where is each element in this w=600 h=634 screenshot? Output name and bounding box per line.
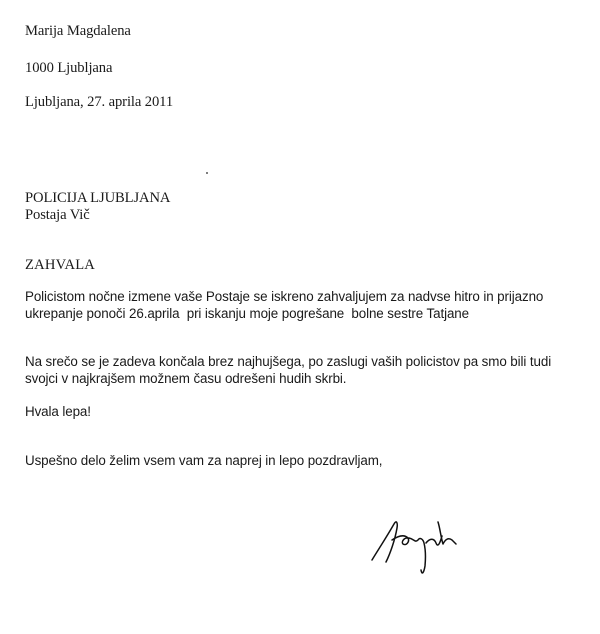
paragraph-2-line-1: Na srečo se je zadeva končala brez najhujšega, po zaslugi vaših policistov pa smo bili tudi [25, 354, 552, 369]
signature [368, 510, 468, 580]
letter-date: Ljubljana, 27. aprila 2011 [25, 94, 174, 110]
sender-name: Marija Magdalena [25, 23, 131, 39]
letter-title: ZAHVALA [25, 257, 96, 273]
paragraph-1-line-1: Policistom nočne izmene vaše Postaje se iskreno zahvaljujem za nadvse hitro in prijazno [25, 289, 544, 304]
sender-city: 1000 Ljubljana [25, 60, 113, 76]
recipient-org: POLICIJA LJUBLJANA [25, 190, 171, 206]
paragraph-1-line-2: ukrepanje ponoči 26.aprila pri iskanju moje pogrešane bolne sestre Tatjane [25, 306, 470, 321]
scan-speck [206, 172, 208, 174]
recipient-unit: Postaja Vič [25, 207, 90, 223]
signature-stroke [372, 522, 456, 573]
paragraph-2-line-2: svojci v najkrajšem možnem času odrešeni hudih skrbi. [25, 371, 347, 386]
thanks-line: Hvala lepa! [25, 404, 91, 419]
closing-line: Uspešno delo želim vsem vam za naprej in lepo pozdravljam, [25, 453, 383, 468]
